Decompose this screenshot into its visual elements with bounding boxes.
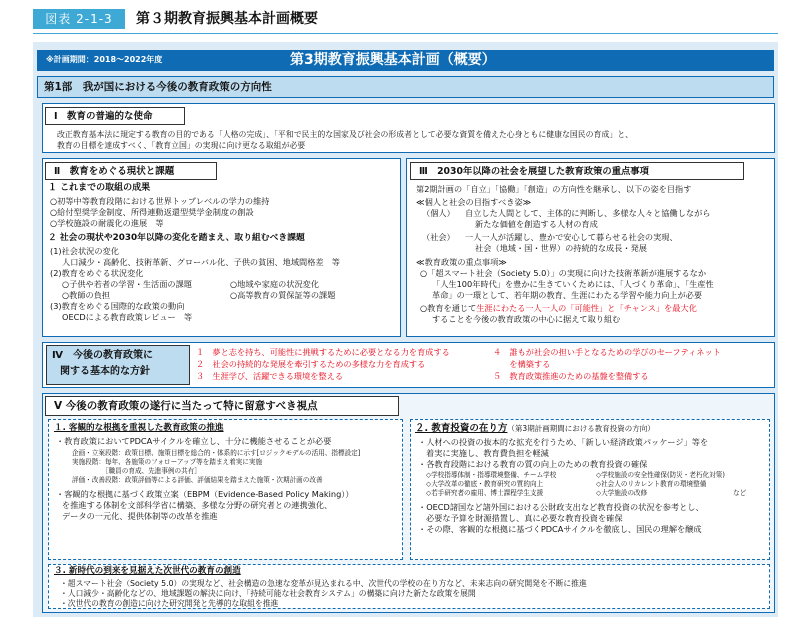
section5-sub2-small-2: ◇学校施設の安全性確保(防災・老朽化対策) xyxy=(596,471,725,479)
section3-individual-line-1: 自立した人間として、主体的に判断し、多様な人々と協働しながら xyxy=(465,208,711,218)
section1-heading: Ⅰ 教育の普遍的な使命 xyxy=(45,107,185,125)
section2-heading: Ⅱ 教育をめぐる現状と課題 xyxy=(45,162,217,180)
section5-sub2-small-7: など xyxy=(733,489,747,497)
section4-goal-2: ２ 社会の持続的な発展を牽引するための多様な力を育成する xyxy=(196,359,426,369)
section3-focus-line-2: 「人生100年時代」を豊かに生きていくためには、「人づくり革命」、「生産性 xyxy=(432,279,714,289)
section2-c2: (2)教育をめぐる状況変化 xyxy=(50,268,144,278)
section5-sub1-small-2: 実施段階：毎年、各施策のフォローアップ等を踏まえ着実に実施 xyxy=(72,458,263,466)
section5-sub1-a: ・教育政策においてPDCAサイクルを確立し、十分に機能させることが必要 xyxy=(56,436,332,446)
header-rule xyxy=(33,33,778,34)
section2-c2-item-2: ○地域や家庭の状況変化 xyxy=(230,279,320,289)
section5-sub2-heading-line xyxy=(415,423,655,434)
section5-sub2-a-1: ・人材への投資の抜本的な拡充を行うため、「新しい経済政策パッケージ」等を xyxy=(418,437,709,447)
section5-sub2-small-1: ◇学校指導体制・指導環境整備、チーム学校 xyxy=(426,471,557,479)
section1-line-1: 改正教育基本法に規定する教育の目的である「人格の完成」、「平和で民主的な国家及び社会の形成者として必要な資質を備えた心身ともに健康な国民の育成」と、 xyxy=(57,130,634,139)
section3-lifelong-line xyxy=(420,303,697,314)
section5-sub2-small-4: ◇社会人のリカレント教育の環境整備 xyxy=(596,480,707,488)
part1-heading: 第1部 我が国における今後の教育政策の方向性 xyxy=(44,81,272,93)
section2-sub1-item-1: ○初等中等教育段階における世界トップレベルの学力の維持 xyxy=(50,196,270,206)
section5-sub3-line-2: ・人口減少・高齢化などの、地域課題の解決に向け、「持続可能な社会教育システム」の構築に向けた新たな政策を展開 xyxy=(60,589,476,598)
section2-c1-detail: 人口減少・高齢化、技術革新、グローバル化、子供の貧困、地域間格差 等 xyxy=(62,257,340,267)
section3-focus-line-3: 革命」の一環として、若年期の教育、生涯にわたる学習や能力向上が必要 xyxy=(432,290,703,300)
section3-lifelong-a: ○教育を通じて xyxy=(420,303,477,313)
figure-title: 第３期教育振興基本計画概要 xyxy=(136,11,318,27)
section3-focus-line-1: ○「超スマート社会（Society 5.0）」の実現に向けた技術革新が進展するなか xyxy=(420,268,707,278)
section3-individual-label: （個人） xyxy=(422,208,455,218)
section3-intro: 第2期計画の「自立」「協働」「創造」の方向性を継承し、以下の姿を目指す xyxy=(416,184,692,194)
section3-society-label: （社会） xyxy=(422,232,455,242)
section5-sub2-heading: ２. 教育投資の在り方 xyxy=(415,423,508,434)
figure-label: 図表 2-1-3 xyxy=(33,9,125,29)
section2-sub1-item-3: ○学校施設の耐震化の進展 等 xyxy=(50,218,164,228)
section3-lifelong-c: することを今後の教育政策の中心に据えて取り組む xyxy=(432,314,621,324)
section2-sub2: ２ 社会の現状や2030年以降の変化を踏まえ、取り組むべき課題 xyxy=(48,233,305,243)
section5-sub2-small-3: ◇大学改革の徹底・教育研究の質的向上 xyxy=(426,480,544,488)
plan-period: ※計画期間：2018～2022年度 xyxy=(46,55,163,64)
section3-society-line-2: 社会（地域・国・世界）の持続的な成長・発展 xyxy=(475,243,647,253)
section5-sub1-small-3: ［職員の育成、先進事例の共有］ xyxy=(102,467,201,475)
section5-sub1-b-2: を推進する体制を文部科学省に構築、多様な分野の研究者との連携強化、 xyxy=(62,500,333,510)
section5-sub2-a-3: ・各教育段階における教育の質の向上のための教育投資の確保 xyxy=(418,459,648,469)
section3-focus-title: ≪教育政策の重点事項≫ xyxy=(416,257,507,267)
section4-goal-3: ３ 生涯学び、活躍できる環境を整える xyxy=(196,371,344,381)
section2-sub1: １ これまでの取組の成果 xyxy=(48,183,151,193)
section4-goal-5: ５ 教育政策推進のための基盤を整備する xyxy=(493,371,649,381)
plan-title: 第3期教育振興基本計画（概要） xyxy=(290,52,496,68)
section4-heading-2: 関する基本的な方針 xyxy=(60,366,150,377)
section5-sub2-small-5: ◇若手研究者の雇用、博士課程学生支援 xyxy=(426,489,544,497)
section5-sub2-a-2: 着実に実施し、教育費負担を軽減 xyxy=(426,448,549,458)
section2-c1: (1)社会状況の変化 xyxy=(50,246,119,256)
section3-lifelong-highlight: 生涯にわたる一人一人の「可能性」と「チャンス」を最大化 xyxy=(476,303,697,313)
section5-sub3-heading: ３. 新時代の到来を見据えた次世代の教育の創造 xyxy=(54,566,241,576)
section5-sub1-small-1: 企画・立案段階：政策目標、施策目標を総合的・体系的に示す[ロジックモデルの活用、指標設定] xyxy=(72,449,361,457)
section2-sub1-item-2: ○給付型奨学金制度、所得連動返還型奨学金制度の創設 xyxy=(50,207,254,217)
section5-sub1-b-1: ・客観的な根拠に基づく政策立案（EBPM（Evidence-Based Policy Making）） xyxy=(56,489,354,499)
section5-sub3-line-1: ・超スマート社会（Society 5.0）の実現など、社会構造の急速な変革が見込まれる中、次世代の学校の在り方など、未来志向の研究開発を不断に推進 xyxy=(60,579,587,588)
section3-individual-line-2: 新たな価値を創造する人材の育成 xyxy=(475,219,598,229)
section3-heading: Ⅲ 2030年以降の社会を展望した教育政策の重点事項 xyxy=(410,162,744,180)
section2-c2-item-3: ○教師の負担 xyxy=(62,290,111,300)
section5-sub1-b-3: データの一元化、提供体制等の改革を推進 xyxy=(62,511,218,521)
section2-c3-detail: OECDによる教育政策レビュー 等 xyxy=(62,312,193,322)
section4-goal-4-cont: を構築する xyxy=(493,359,551,369)
section3-society-line-1: 一人一人が活躍し、豊かで安心して暮らせる社会の実現、 xyxy=(465,232,678,242)
section2-c3: (3)教育をめぐる国際的な政策の動向 xyxy=(50,301,185,311)
section5-sub1-small-4: 評価・改善段階：政策評価等による評価、評価結果を踏まえた施策・次期計画の改善 xyxy=(72,476,323,484)
section5-sub2-b-2: 必要な予算を財源措置し、真に必要な教育投資を確保 xyxy=(426,513,623,523)
section5-sub2-note: （第3期計画期間における教育投資の方向） xyxy=(507,424,655,433)
section4-goal-1: １ 夢と志を持ち、可能性に挑戦するために必要となる力を育成する xyxy=(196,347,450,357)
section4-heading-1: Ⅳ 今後の教育政策に xyxy=(52,350,153,361)
section3-vision-title: ≪個人と社会の目指すべき姿≫ xyxy=(416,197,532,207)
section5-sub1-heading: １. 客観的な根拠を重視した教育政策の推進 xyxy=(54,423,224,433)
section2-c2-item-1: ○子供や若者の学習・生活面の課題 xyxy=(62,279,192,289)
section5-sub3-line-3: ・次世代の教育の創造に向けた研究開発と先導的な取組を推進 xyxy=(60,599,279,608)
section4-goal-4: ４ 誰もが社会の担い手となるための学びのセーフティネット xyxy=(493,347,721,357)
section2-c2-item-4: ○高等教育の質保証等の課題 xyxy=(230,290,336,300)
section5-sub2-b-1: ・OECD諸国など諸外国における公財政支出など教育投資の状況を参考とし、 xyxy=(418,502,704,512)
section5-heading: Ⅴ 今後の教育政策の遂行に当たって特に留意すべき視点 xyxy=(45,396,399,416)
section5-sub2-small-6: ◇大学施設の改修 xyxy=(596,489,648,497)
section5-sub2-b-3: ・その際、客観的な根拠に基づくPDCAサイクルを徹底し、国民の理解を醸成 xyxy=(418,524,702,534)
section1-line-2: 教育の目標を達成すべく、「教育立国」の実現に向け更なる取組が必要 xyxy=(57,141,306,150)
